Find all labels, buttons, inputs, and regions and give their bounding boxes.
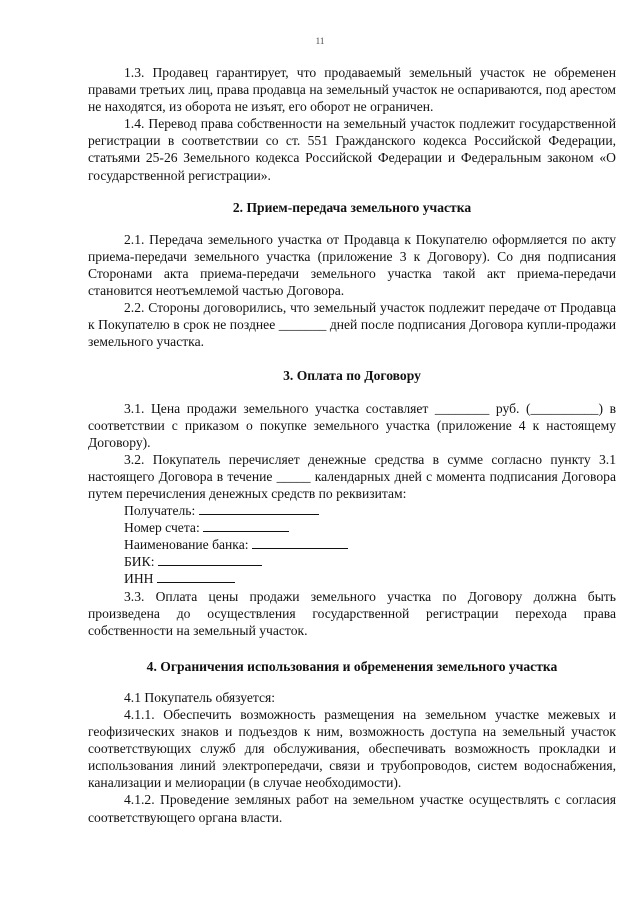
requisite-inn-blank	[157, 570, 235, 583]
requisite-bik-blank	[158, 553, 262, 566]
section-4-heading: 4. Ограничения использования и обременения земельного участка	[146, 658, 558, 674]
clause-2-2	[88, 299, 616, 350]
requisite-bank-label: Наименование банка:	[124, 537, 252, 553]
requisite-bank-blank	[252, 536, 348, 549]
section-3-heading: 3. Оплата по Договору	[283, 368, 421, 384]
clause-3-1: 3.1. Цена продажи земельного участка составляет ________ руб. (__________) в соответствии с приказом о покупке земельного участка (приложение 4 к настоящему Договору).	[88, 400, 616, 450]
requisite-account	[88, 519, 616, 536]
requisite-recipient-label: Получатель:	[124, 503, 199, 519]
clause-3-3: 3.3. Оплата цены продажи земельного участка по Договору должна быть произведена до осуществления государственной регистрации перехода права собственности на земельный участок.	[88, 588, 616, 638]
page-number: 11	[315, 36, 325, 46]
clause-2-2-part-b: дней после подписания Договора купли-продажи земельного участка.	[88, 317, 616, 350]
requisite-account-label: Номер счета:	[124, 520, 204, 536]
requisite-bik	[88, 553, 616, 570]
requisite-bik-label: БИК:	[124, 554, 158, 570]
requisite-recipient-blank	[199, 502, 319, 515]
clause-2-1: 2.1. Передача земельного участка от Продавца к Покупателю оформляется по акту приема-передачи земельного участка (приложение 3 к Договору). Со дня подписания Сторонами акта приема-передачи земельного участка такой акт приема-передачи становится неотъемлемой частью Договора.	[88, 231, 616, 299]
requisite-bank	[88, 536, 616, 553]
clause-1-4: 1.4. Перевод права собственности на земельный участок подлежит государственной регистрации в соответствии со ст. 551 Гражданского кодекса Российской Федерации, статьями 25-26 Земельного кодекса Российской Федерации и Федеральным законом «О государственной регистрации».	[88, 116, 616, 183]
clause-2-2-part-a: 2.2. Стороны договорились, что земельный участок подлежит передаче от Продавца к Покупателю в срок не позднее	[88, 300, 616, 333]
requisite-account-blank	[203, 519, 289, 532]
section-2-heading: 2. Прием-передача земельного участка	[232, 199, 472, 215]
requisite-recipient	[88, 502, 616, 519]
clause-2-2-blank: _______	[278, 317, 327, 333]
requisite-inn-label: ИНН	[124, 571, 157, 587]
clause-4-1-2: 4.1.2. Проведение земляных работ на земельном участке осуществлять с согласия соответствующего органа власти.	[88, 792, 616, 825]
clause-4-1: 4.1 Покупатель обязуется:	[124, 689, 276, 705]
clause-4-1-1: 4.1.1. Обеспечить возможность размещения на земельном участке межевых и геофизических знаков и подъездов к ним, возможность доступа на земельный участок соответствующих служб для обслуживания, обеспечивать возможность прокладки и использования линий электропередачи, связи и трубопроводов, систем водоснабжения, канализации и мелиорации (в случае необходимости).	[88, 707, 616, 791]
clause-3-2: 3.2. Покупатель перечисляет денежные средства в сумме согласно пункту 3.1 настоящего Договора в течение _____ календарных дней с момента подписания Договора путем перечисления денежных средств по реквизитам:	[88, 451, 616, 501]
document-body	[88, 64, 616, 826]
clause-1-3: 1.3. Продавец гарантирует, что продаваемый земельный участок не обременен правами третьих лиц, права продавца на земельный участок не оспариваются, под арестом не находятся, из оборота не изъят, его оборот не ограничен.	[88, 65, 616, 115]
requisite-inn	[88, 570, 616, 587]
